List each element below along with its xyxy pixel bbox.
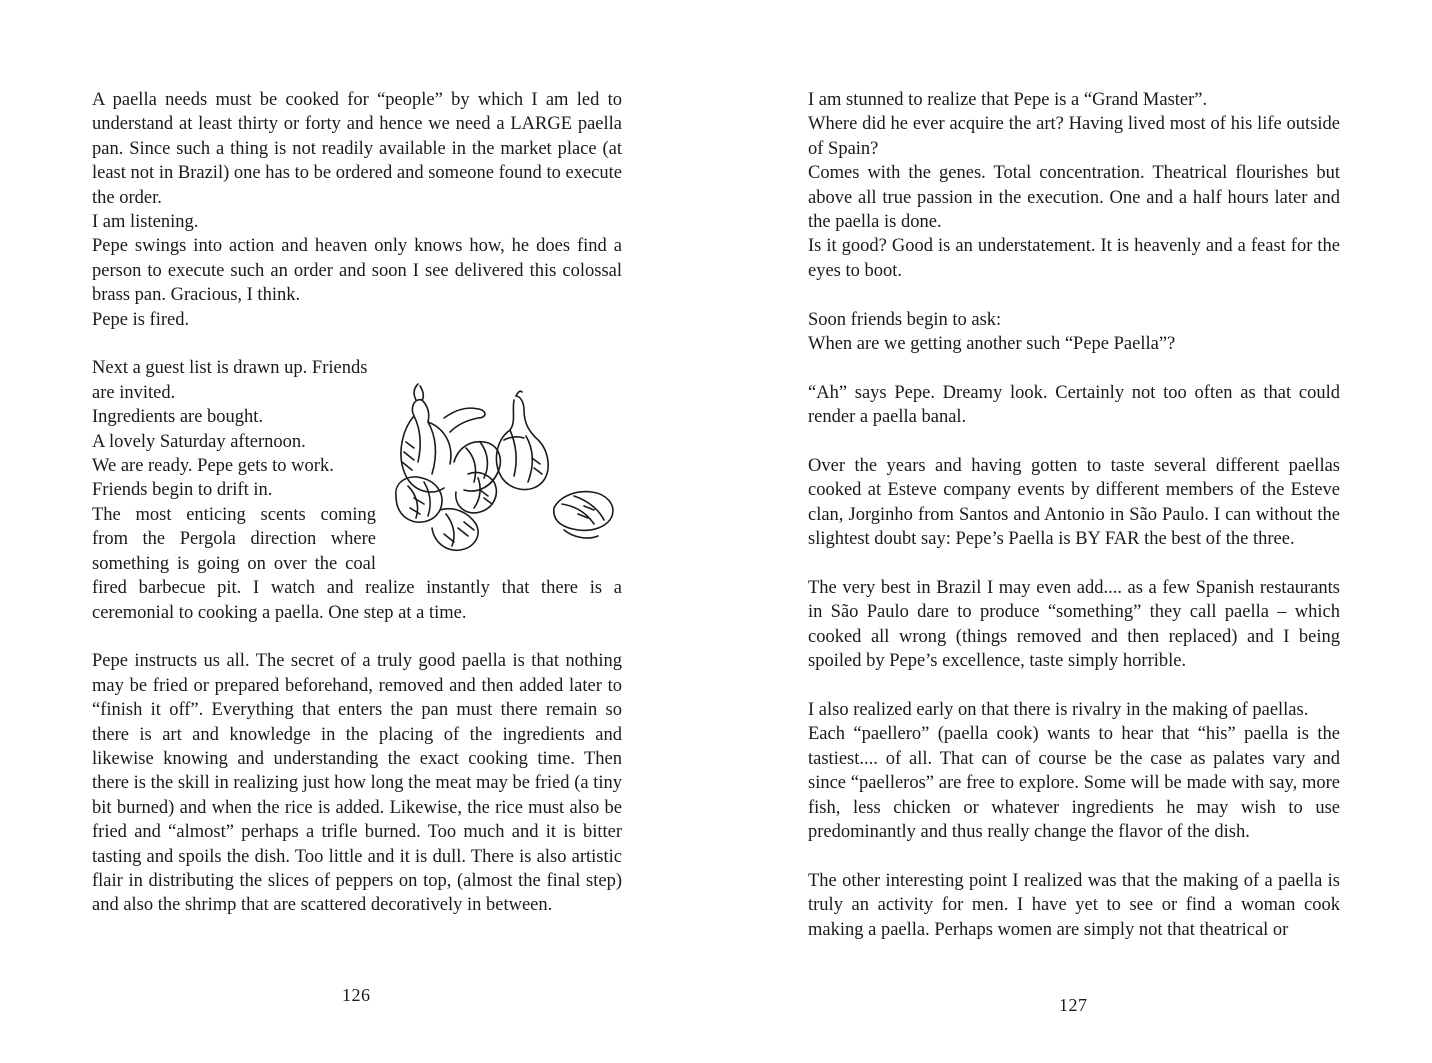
paragraph: Comes with the genes. Total concentration. Theatrical flourishes but above all true passion in the execution. One and a half hours later and the paella is done. — [808, 163, 1340, 233]
garlic-sketch-icon — [384, 378, 622, 568]
page-number: 126 — [342, 985, 371, 1005]
left-page-text — [92, 88, 622, 942]
page-number: 127 — [1059, 995, 1088, 1015]
paragraph: Pepe instructs us all. The secret of a truly good paella is that nothing may be fried or prepared beforehand, removed and then added later to “finish it off”. Everything that enters the pan must there remain so there is art and knowledge in the placing of the ingredients and likewise knowing and understanding the exact cooking time. Then there is the skill in realizing just how long the meat may be fried (a tiny bit burned) and when the rice is added. Likewise, the rice must also be fried and “almost” perhaps a trifle burned. Too much and it is bitter tasting and spoils the dish. Too little and it is dull. There is also artistic flair in distributing the slices of peppers on top, (almost the final step) and also the shrimp that are scattered decoratively in between. — [92, 651, 622, 916]
paragraph: Pepe swings into action and heaven only knows how, he does find a person to execute such an order and soon I see delivered this colossal brass pan. Gracious, I think. — [92, 236, 622, 306]
right-page-text — [808, 88, 1340, 967]
right-page — [716, 0, 1432, 1063]
wrap-body: The most enticing scents coming from the Pergola direction where something is going on over the coal fired barbecue pit. I watch and realize instantly that there is a ceremonial to cooking a paella. One step at a time. — [92, 504, 622, 623]
wrap-line: A lovely Saturday afternoon. — [92, 431, 306, 452]
illustrated-paragraph — [92, 356, 622, 624]
paragraph: Each “paellero” (paella cook) wants to hear that “his” paella is the tastiest.... of all. That can of course be the case as palates vary and since “paelleros” are free to explore. Some will be made with say, more fish, less chicken or whatever ingredients he may wish to use predominantly and thus really change the flavor of the dish. — [808, 724, 1340, 843]
paragraph: The other interesting point I realized was that the making of a paella is truly an activity for men. I have yet to see or find a woman cook making a paella. Perhaps women are simply not that theatrical or — [808, 870, 1340, 940]
paragraph: Soon friends begin to ask: — [808, 309, 1002, 330]
paragraph: Pepe is fired. — [92, 309, 190, 330]
wrap-line: Friends begin to drift in. — [92, 480, 273, 501]
paragraph: Over the years and having gotten to taste several different paellas cooked at Esteve company events by different members of the Esteve clan, Jorginho from Santos and Antonio in São Paulo. I can without the slightest doubt say: Pepe’s Paella is BY FAR the best of the three. — [808, 456, 1340, 550]
paragraph: When are we getting another such “Pepe Paella”? — [808, 334, 1176, 355]
paragraph: I am stunned to realize that Pepe is a “Grand Master”. — [808, 90, 1208, 110]
paragraph: A paella needs must be cooked for “people” by which I am led to understand at least thirty or forty and hence we need a LARGE paella pan. Since such a thing is not readily available in the market place (at least not in Brazil) one has to be ordered and someone found to execute the order. — [92, 90, 622, 208]
wrap-line: We are ready. Pepe gets to work. — [92, 456, 334, 477]
paragraph: Is it good? Good is an understatement. It is heavenly and a feast for the eyes to boot. — [808, 236, 1340, 281]
wrap-line: Ingredients are bought. — [92, 407, 264, 428]
paragraph: I am listening. — [92, 212, 199, 233]
wrap-line: Next a guest list is drawn up. Friends are invited. — [92, 358, 368, 403]
paragraph: “Ah” says Pepe. Dreamy look. Certainly not too often as that could render a paella banal. — [808, 382, 1340, 428]
paragraph: The very best in Brazil I may even add.... as a few Spanish restaurants in São Paulo dare to produce “something” they call paella – which cooked all wrong (things removed and then replaced) and I being spoiled by Pepe’s excellence, taste simply horrible. — [808, 578, 1340, 672]
paragraph: I also realized early on that there is rivalry in the making of paellas. — [808, 700, 1309, 721]
garlic-illustration — [384, 378, 622, 568]
paragraph: Where did he ever acquire the art? Having lived most of his life outside of Spain? — [808, 114, 1340, 159]
